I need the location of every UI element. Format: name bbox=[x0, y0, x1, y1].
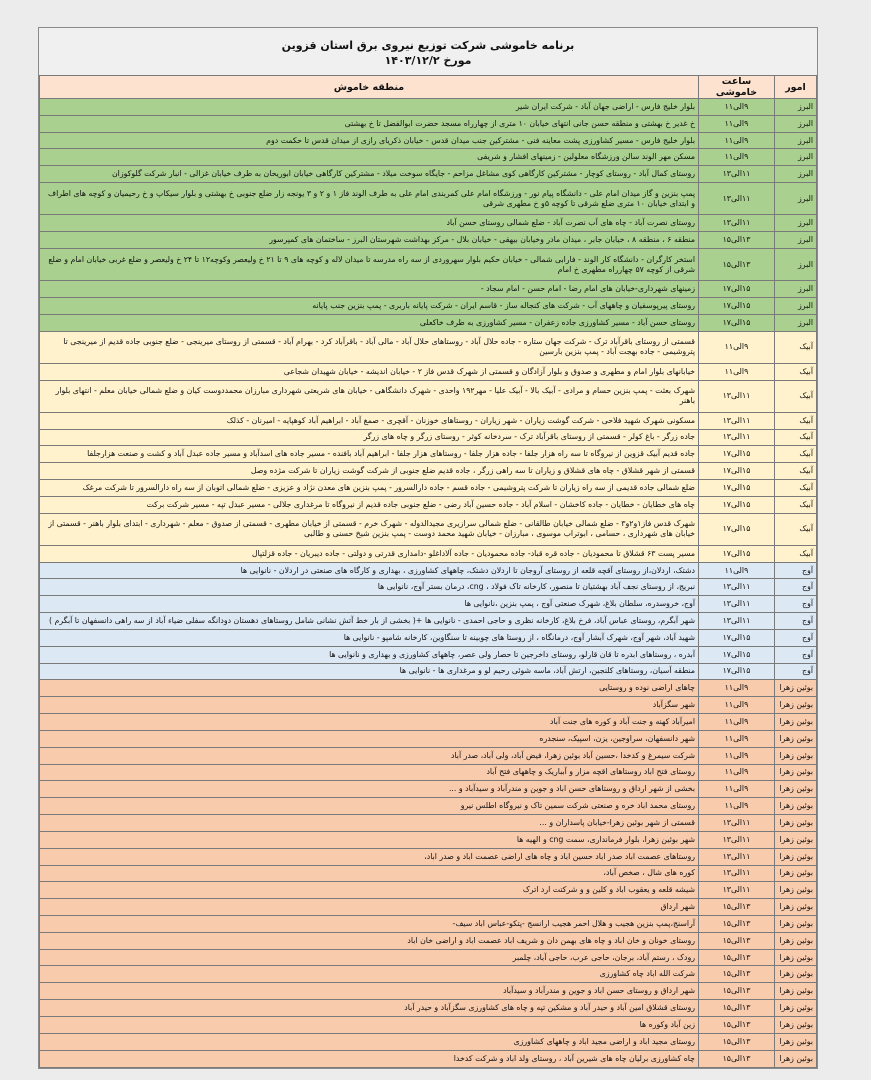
table-row bbox=[40, 314, 817, 331]
table-row bbox=[40, 781, 817, 798]
area-cell: ضلع شمالی جاده قدیمی از سه راه زیاران تا شرکت پتروشیمی - جاده قسم - جاده دارالسرور - پمپ بنزین های معدن نژاد و عزیزی - ضلع شمالی اتوبان از سه راه دارالسرور تا شرکت مرغک bbox=[40, 479, 699, 496]
time-cell: ۱۳الی۱۵ bbox=[699, 916, 775, 933]
region-cell: آوج bbox=[775, 663, 817, 680]
table-row bbox=[40, 545, 817, 562]
table-row bbox=[40, 166, 817, 183]
area-cell: بلوار خلیج فارس - مسیر کشاورزی پشت معاینه فنی - مشترکین جنب میدان قدس - خیابان ذکریای رازی از میدان قدس تا حکمت دوم bbox=[40, 132, 699, 149]
time-cell: ۱۵الی۱۷ bbox=[699, 545, 775, 562]
area-cell: دشتک، اردلان،از روستای آقچه قلعه از روستای آروجان تا اردلان دشتک، چاههای کشاورزی ، بهداری و کارگاه های صنعتی در اردلان - نانوایی ها bbox=[40, 562, 699, 579]
region-cell: بوئین زهرا bbox=[775, 899, 817, 916]
area-cell: قسمتی از روستای باقرآباد ترک - شرکت جهان ستاره - جاده حلال آباد - روستاهای حلال آباد - مالی آباد - باقرآباد کرد - بهرام آباد - قسمتی از روستای میرینجی - ضلع جنوبی جاده قدیم از میرینجی تا پتروشیمی - جاده بهجت آباد - پمپ بنزین بارسین bbox=[40, 331, 699, 363]
table-row bbox=[40, 132, 817, 149]
table-body bbox=[40, 99, 817, 1068]
table-row bbox=[40, 983, 817, 1000]
column-header-area: منطقه خاموش bbox=[40, 76, 699, 99]
time-cell: ۱۱الی۱۳ bbox=[699, 166, 775, 183]
area-cell: شهر ارداق bbox=[40, 899, 699, 916]
time-cell: ۱۱الی۱۳ bbox=[699, 815, 775, 832]
area-cell: شهر ارداق و روستای حسن اباد و جوین و مندرآباد و سیدآباد bbox=[40, 983, 699, 1000]
area-cell: روستای مجید اباد و اراضی مجید اباد و چاههای کشاورزی bbox=[40, 1033, 699, 1050]
region-cell: البرز bbox=[775, 232, 817, 249]
region-cell: بوئین زهرا bbox=[775, 747, 817, 764]
area-cell: کوره های شال ، صخص آباد، bbox=[40, 865, 699, 882]
region-cell: البرز bbox=[775, 215, 817, 232]
table-row bbox=[40, 363, 817, 380]
region-cell: بوئین زهرا bbox=[775, 1033, 817, 1050]
table-row bbox=[40, 429, 817, 446]
table-row bbox=[40, 446, 817, 463]
region-cell: بوئین زهرا bbox=[775, 865, 817, 882]
table-row bbox=[40, 463, 817, 480]
time-cell: ۹الی۱۱ bbox=[699, 149, 775, 166]
area-cell: منطقه ۶ ، منطقه ۸ ، خیابان جابر ، میدان مادر وخیابان بیهقی - خیابان بلال - مرکز بهداشت شهرستان البرز - ساختمان های کمپرسور bbox=[40, 232, 699, 249]
time-cell: ۹الی۱۱ bbox=[699, 747, 775, 764]
region-cell: بوئین زهرا bbox=[775, 932, 817, 949]
table-row bbox=[40, 966, 817, 983]
table-row bbox=[40, 99, 817, 116]
region-cell: البرز bbox=[775, 314, 817, 331]
time-cell: ۹الی۱۱ bbox=[699, 99, 775, 116]
area-cell: روستاهای عصمت اباد صدر اباد حسین اباد و چاه های اراضی عصمت اباد و صدر اباد، bbox=[40, 848, 699, 865]
region-cell: بوئین زهرا bbox=[775, 781, 817, 798]
region-cell: بوئین زهرا bbox=[775, 798, 817, 815]
region-cell: آبیک bbox=[775, 331, 817, 363]
time-cell: ۱۱الی۱۳ bbox=[699, 579, 775, 596]
area-cell: مسیر پست ۶۳ قشلاق تا محمودیان - جاده قره قباد- جاده محمودیان - جاده آلاداغلو -دامداری قدرتی و دولتی - جاده دیبریان - جاده قزلتپال bbox=[40, 545, 699, 562]
region-cell: بوئین زهرا bbox=[775, 1050, 817, 1067]
region-cell: آبیک bbox=[775, 446, 817, 463]
area-cell: مسکونی شهرک شهید فلاحی - شرکت گوشت زیاران - شهر زیاران - روستاهای خوزنان - آقچری - صمغ آباد - ابراهیم آباد کوهپایه - امیرنان - کذلک bbox=[40, 412, 699, 429]
time-cell: ۹الی۱۱ bbox=[699, 363, 775, 380]
time-cell: ۱۵الی۱۷ bbox=[699, 446, 775, 463]
table-row bbox=[40, 1033, 817, 1050]
time-cell: ۱۵الی۱۷ bbox=[699, 629, 775, 646]
region-cell: البرز bbox=[775, 99, 817, 116]
area-cell: شرکت الله اباد چاه کشاورزی bbox=[40, 966, 699, 983]
table-row bbox=[40, 865, 817, 882]
area-cell: قسمتی از شهر قشلاق - چاه های قشلاق و زیاران تا سه راهی زرگر ، جاده قدیم ضلع جنوبی از شرکت گوشت زیاران تا شرکت مژده وصل bbox=[40, 463, 699, 480]
area-cell: زین آباد وکوره ها bbox=[40, 1016, 699, 1033]
table-row bbox=[40, 697, 817, 714]
region-cell: آوج bbox=[775, 629, 817, 646]
table-row bbox=[40, 899, 817, 916]
table-row bbox=[40, 496, 817, 513]
table-row bbox=[40, 1016, 817, 1033]
region-cell: بوئین زهرا bbox=[775, 1000, 817, 1017]
time-cell: ۱۳الی۱۵ bbox=[699, 1016, 775, 1033]
area-cell: شیشه قلعه و یعقوب اباد و کلین و و شرکتت ارد اترک bbox=[40, 882, 699, 899]
region-cell: بوئین زهرا bbox=[775, 831, 817, 848]
area-cell: چاه کشاورزی برلیان چاه های شیرین آباد ، روستای ولد اباد و شرکت کدخدا bbox=[40, 1050, 699, 1067]
region-cell: آبیک bbox=[775, 496, 817, 513]
region-cell: آوج bbox=[775, 613, 817, 630]
region-cell: بوئین زهرا bbox=[775, 966, 817, 983]
time-cell: ۱۱الی۱۳ bbox=[699, 848, 775, 865]
time-cell: ۹الی۱۱ bbox=[699, 697, 775, 714]
region-cell: آوج bbox=[775, 646, 817, 663]
table-row bbox=[40, 646, 817, 663]
table-row bbox=[40, 1050, 817, 1067]
table-row bbox=[40, 629, 817, 646]
region-cell: بوئین زهرا bbox=[775, 680, 817, 697]
area-cell: شهید آباد، شهر آوج، شهرک آبشار آوج، درمانگاه ، از روستا های چوبینه تا سنگاوین، کارخانه شامپو - نانوایی ها bbox=[40, 629, 699, 646]
table-row bbox=[40, 183, 817, 215]
table-row bbox=[40, 747, 817, 764]
time-cell: ۹الی۱۱ bbox=[699, 798, 775, 815]
outage-table bbox=[39, 75, 817, 1068]
time-cell: ۹الی۱۱ bbox=[699, 680, 775, 697]
table-row bbox=[40, 248, 817, 280]
time-cell: ۱۳الی۱۵ bbox=[699, 932, 775, 949]
table-row bbox=[40, 730, 817, 747]
region-cell: البرز bbox=[775, 166, 817, 183]
date-line: مورخ ۱۴۰۳/۱۲/۲ bbox=[384, 54, 472, 67]
time-cell: ۱۳الی۱۵ bbox=[699, 1033, 775, 1050]
time-cell: ۱۵الی۱۷ bbox=[699, 463, 775, 480]
page-title: برنامه خاموشی شرکت توزیع نیروی برق استان قزوین bbox=[281, 39, 575, 52]
area-cell: قسمتی از شهر بوئین زهرا-خیابان پاسداران و ... bbox=[40, 815, 699, 832]
area-cell: شهرک بعثت - پمپ بنزین حسام و مرادی - آبیک بالا - آبیک علیا - مهر۱۹۲ واحدی - شهرک دانشگاهی - خیابان های شریعتی شهرداری مبارزان محمددوست کیان و ضلع شمالی خیابان معلم - انتهای بلوار باهنر bbox=[40, 380, 699, 412]
region-cell: البرز bbox=[775, 183, 817, 215]
area-cell: پمپ بنزین و گاز میدان امام علی - دانشگاه پیام نور - ورزشگاه امام علی کمربندی امام علی به طرف الوند فاز ۱ و ۲ و ۳ یونجه زار ضلع جنوبی خ بهشتی و بلوار سیکاپ و خ رحیمیان و کوچه های اطراف و ابتدای خیابان ۱۰ متری ضلع شرقی تا کوچه ۵و خ مطهری شرقی bbox=[40, 183, 699, 215]
area-cell: زمینهای شهرداری-خیابان های امام رضا - امام حسن - امام سجاد - bbox=[40, 281, 699, 298]
area-cell: روستای حسن آباد - مسیر کشاورزی جاده زعفران - مسیر کشاورزی به طرف خاکعلی bbox=[40, 314, 699, 331]
table-row bbox=[40, 513, 817, 545]
region-cell: آبیک bbox=[775, 545, 817, 562]
table-row bbox=[40, 596, 817, 613]
area-cell: آراسنج،پمپ بنزین هجیب و هلال احمر هجیب ارانسج -پتکو-عباس اباد سیف- bbox=[40, 916, 699, 933]
table-row bbox=[40, 882, 817, 899]
table-row bbox=[40, 115, 817, 132]
region-cell: بوئین زهرا bbox=[775, 714, 817, 731]
table-row bbox=[40, 916, 817, 933]
time-cell: ۱۳الی۱۵ bbox=[699, 899, 775, 916]
header-row bbox=[40, 76, 817, 99]
region-cell: آوج bbox=[775, 579, 817, 596]
region-cell: آبیک bbox=[775, 463, 817, 480]
table-row bbox=[40, 680, 817, 697]
table-row bbox=[40, 714, 817, 731]
area-cell: استخر کارگران - دانشگاه کار الوند - فارابی شمالی - خیابان حکیم بلوار سهروردی از سه راه مدرسه تا میدان لاله و کوچه های ۹ تا ۲۱ خ ولیعصر وکوچه۱۲ تا ۲۴ خ ولیعصر و ضلع غربی خیابان امام و ضلع شرقی از کوچه ۵۷ چهارراه مطهری خ امام bbox=[40, 248, 699, 280]
area-cell: شهر بوئین زهرا، بلوار فرمانداری، سمت cng و الهیه ها bbox=[40, 831, 699, 848]
time-cell: ۱۱الی۱۳ bbox=[699, 429, 775, 446]
area-cell: آوج، خروسدره، سلطان بلاغ، شهرک صنعتی آوج ، پمپ بنزین ،نانوایی ها bbox=[40, 596, 699, 613]
region-cell: بوئین زهرا bbox=[775, 697, 817, 714]
area-cell: امیرآباد کهنه و جنت آباد و کوره های جنت آباد bbox=[40, 714, 699, 731]
table-row bbox=[40, 815, 817, 832]
table-row bbox=[40, 281, 817, 298]
region-cell: بوئین زهرا bbox=[775, 916, 817, 933]
table-row bbox=[40, 848, 817, 865]
region-cell: آبیک bbox=[775, 513, 817, 545]
time-cell: ۱۳الی۱۵ bbox=[699, 1050, 775, 1067]
table-row bbox=[40, 949, 817, 966]
schedule-sheet bbox=[38, 27, 818, 1069]
area-cell: مسکن مهر الوند سالن ورزشگاه معلولین - زمینهای افشار و شریفی bbox=[40, 149, 699, 166]
time-cell: ۱۱الی۱۳ bbox=[699, 596, 775, 613]
region-cell: آبیک bbox=[775, 412, 817, 429]
time-cell: ۱۵الی۱۷ bbox=[699, 663, 775, 680]
area-cell: بخشی از شهر ارداق و روستاهای حسن اباد و جوین و مندرآباد و سیدآباد و ... bbox=[40, 781, 699, 798]
region-cell: بوئین زهرا bbox=[775, 730, 817, 747]
time-cell: ۹الی۱۱ bbox=[699, 115, 775, 132]
region-cell: البرز bbox=[775, 115, 817, 132]
region-cell: البرز bbox=[775, 132, 817, 149]
time-cell: ۹الی۱۱ bbox=[699, 562, 775, 579]
time-cell: ۱۱الی۱۳ bbox=[699, 412, 775, 429]
region-cell: آبیک bbox=[775, 479, 817, 496]
region-cell: آبیک bbox=[775, 363, 817, 380]
time-cell: ۹الی۱۱ bbox=[699, 714, 775, 731]
table-row bbox=[40, 412, 817, 429]
time-cell: ۱۵الی۱۷ bbox=[699, 281, 775, 298]
area-cell: روستای قشلاق امین آباد و حیدر آباد و مشکین تپه و چاه های کشاورزی سگزآباد و حیدر آباد bbox=[40, 1000, 699, 1017]
area-cell: روستای پیرپوسفیان و چاههای آب - شرکت های کنجاله ساز - قاسم ایران - شرکت پایانه باربری - پمپ بنزین جنب پایانه bbox=[40, 297, 699, 314]
region-cell: البرز bbox=[775, 281, 817, 298]
region-cell: بوئین زهرا bbox=[775, 983, 817, 1000]
time-cell: ۱۵الی۱۷ bbox=[699, 646, 775, 663]
region-cell: آوج bbox=[775, 562, 817, 579]
region-cell: بوئین زهرا bbox=[775, 764, 817, 781]
area-cell: روستای کمال آباد - روستای کوچار - مشترکین کارگاهی کوی مشاغل مزاحم - جایگاه سوخت میلاد - مشترکین کارگاهی خیابان ابوریحان به طرف خیابان غزالی - انبار شرکت گلوکوزان bbox=[40, 166, 699, 183]
time-cell: ۱۳الی۱۵ bbox=[699, 966, 775, 983]
region-cell: بوئین زهرا bbox=[775, 815, 817, 832]
area-cell: آبدره ، روستاهای ابدره تا قان قارلو، روستای داخرجین تا حصار ولی عصر، چاههای کشاورزی و بهداری و نانوایی ها bbox=[40, 646, 699, 663]
time-cell: ۱۳الی۱۵ bbox=[699, 1000, 775, 1017]
region-cell: البرز bbox=[775, 149, 817, 166]
table-row bbox=[40, 798, 817, 815]
area-cell: خ غدیر خ بهشتی و منطقه حسن جانی انتهای خیابان ۱۰ متری از چهارراه مسجد حضرت ابوالفضل تا خ بهشتی bbox=[40, 115, 699, 132]
time-cell: ۱۱الی۱۳ bbox=[699, 865, 775, 882]
time-cell: ۱۱الی۱۳ bbox=[699, 380, 775, 412]
area-cell: رودک ، رستم آباد، برجان، حاجی عرب، حاجی آباد، چلمبر bbox=[40, 949, 699, 966]
time-cell: ۹الی۱۱ bbox=[699, 132, 775, 149]
time-cell: ۱۳الی۱۵ bbox=[699, 983, 775, 1000]
time-cell: ۱۵الی۱۷ bbox=[699, 314, 775, 331]
area-cell: روستای خونان و خان اباد و چاه های بهمن دان و شریف اباد عصمت اباد و اراضی خان اباد bbox=[40, 932, 699, 949]
time-cell: ۱۳الی۱۵ bbox=[699, 949, 775, 966]
time-cell: ۱۱الی۱۳ bbox=[699, 215, 775, 232]
table-row bbox=[40, 562, 817, 579]
table-row bbox=[40, 579, 817, 596]
area-cell: شهر آبگرم، روستای عباس آباد، فرخ بلاغ، کارخانه نظری و حاجی احمدی - نانوایی ها +( بخشی از بار خط آتش نشانی شامل روستاهای دهستان دودانگه سفلی ضیاء آباد از سه راهی دانسفهان تا آبگرم ) bbox=[40, 613, 699, 630]
region-cell: آوج bbox=[775, 596, 817, 613]
table-row bbox=[40, 932, 817, 949]
table-row bbox=[40, 232, 817, 249]
table-row bbox=[40, 297, 817, 314]
area-cell: روستای نصرت آباد - چاه های آب نصرت آباد - ضلع شمالی روستای حسن آباد bbox=[40, 215, 699, 232]
table-row bbox=[40, 380, 817, 412]
table-row bbox=[40, 764, 817, 781]
region-cell: بوئین زهرا bbox=[775, 848, 817, 865]
region-cell: بوئین زهرا bbox=[775, 1016, 817, 1033]
table-row bbox=[40, 215, 817, 232]
area-cell: روستای محمد اباد خره و صنعتی شرکت سمین تاک و نیروگاه اطلس نیرو bbox=[40, 798, 699, 815]
table-row bbox=[40, 1000, 817, 1017]
area-cell: چاه های خطایان - خطایان - جاده کاخشان - اسلام آباد - جاده حسین آباد رضی - ضلع جنوبی جاده قدیم از نیروگاه تا مرغداری جلالی - مسیر عبدل تپه - مسیر شرکت برکت bbox=[40, 496, 699, 513]
area-cell: منطقه آسیان، روستاهای کلنجین، ارتش آباد، ماسه شوئی رحیم لو و مرغداری ها - نانوایی ها bbox=[40, 663, 699, 680]
time-cell: ۱۱الی۱۳ bbox=[699, 831, 775, 848]
time-cell: ۱۵الی۱۷ bbox=[699, 496, 775, 513]
time-cell: ۹الی۱۱ bbox=[699, 730, 775, 747]
region-cell: البرز bbox=[775, 248, 817, 280]
time-cell: ۱۵الی۱۷ bbox=[699, 513, 775, 545]
table-row bbox=[40, 613, 817, 630]
title-box bbox=[39, 28, 817, 76]
region-cell: بوئین زهرا bbox=[775, 882, 817, 899]
time-cell: ۹الی۱۱ bbox=[699, 781, 775, 798]
area-cell: چاهای اراضی نوده و روستایی bbox=[40, 680, 699, 697]
area-cell: روستای فتح اباد روستاهای اقچه مزار و آبباریک و چاههای فتح آباد bbox=[40, 764, 699, 781]
area-cell: جاده زرگر - باغ کولر - قسمتی از روستای باقرآباد ترک - سردخانه کوثر - روستای زرگر و چاه های زرگر bbox=[40, 429, 699, 446]
table-row bbox=[40, 831, 817, 848]
region-cell: البرز bbox=[775, 297, 817, 314]
table-row bbox=[40, 479, 817, 496]
time-cell: ۱۳الی۱۵ bbox=[699, 232, 775, 249]
table-row bbox=[40, 331, 817, 363]
time-cell: ۱۳الی۱۵ bbox=[699, 248, 775, 280]
time-cell: ۱۱الی۱۳ bbox=[699, 183, 775, 215]
time-cell: ۹الی۱۱ bbox=[699, 331, 775, 363]
region-cell: آبیک bbox=[775, 380, 817, 412]
area-cell: شهر دانسفهان، سراوجین، یزن، اسپیک، سنجدره bbox=[40, 730, 699, 747]
area-cell: نبریج، از روستای نجف آباد بهشتیان تا منصور، کارخانه تاک فولاد ، cng، درمان بستر آوج، نانوایی ها bbox=[40, 579, 699, 596]
area-cell: جاده قدیم آبیک قزوین از نیروگاه تا سه راه هزار جلفا - جاده هزار جلفا - روستاهای هزار جلفا - ابراهیم آباد بافنده - مسیر جاده های اسدآباد و مسیر جاده عبدل آباد و کشت و صنعت هزارجلفا bbox=[40, 446, 699, 463]
table-row bbox=[40, 149, 817, 166]
time-cell: ۱۵الی۱۷ bbox=[699, 297, 775, 314]
time-cell: ۱۱الی۱۳ bbox=[699, 882, 775, 899]
area-cell: شرکت سیمرغ و کدخدا ،حسین آباد بوئین زهرا، فیض آباد، ولی آباد، صدر آباد bbox=[40, 747, 699, 764]
column-header-time: ساعت خاموشی bbox=[699, 76, 775, 99]
area-cell: شهرک قدس فاز۱و۲و۳ - ضلع شمالی خیابان طالقانی - ضلع شمالی سرازیری مجیدالدوله - شهرک خرم - قسمتی از خیابان مطهری - قسمتی از صدوق - معلم - شهرداری - ابتدای بلوار باهنر - قسمتی از خیابان های شهرداری ، حسامی ، ابوتراب موسوی ، مبارزان - خیابان شهید محمد دوست - پمپ بنزین شیخ حسنی و طالبی bbox=[40, 513, 699, 545]
time-cell: ۱۱الی۱۳ bbox=[699, 613, 775, 630]
region-cell: آبیک bbox=[775, 429, 817, 446]
area-cell: خیابانهای بلوار امام و مطهری و صدوق و بلوار آزادگان و قسمتی از شهرک قدس فاز ۲ - خیابان اندیشه - خیابان شهیدان شجاعی bbox=[40, 363, 699, 380]
area-cell: شهر سگزآباد bbox=[40, 697, 699, 714]
column-header-region: امور bbox=[775, 76, 817, 99]
time-cell: ۹الی۱۱ bbox=[699, 764, 775, 781]
table-row bbox=[40, 663, 817, 680]
time-cell: ۱۵الی۱۷ bbox=[699, 479, 775, 496]
area-cell: بلوار خلیج فارس - اراضی جهان آباد - شرکت ایران شیر bbox=[40, 99, 699, 116]
region-cell: بوئین زهرا bbox=[775, 949, 817, 966]
